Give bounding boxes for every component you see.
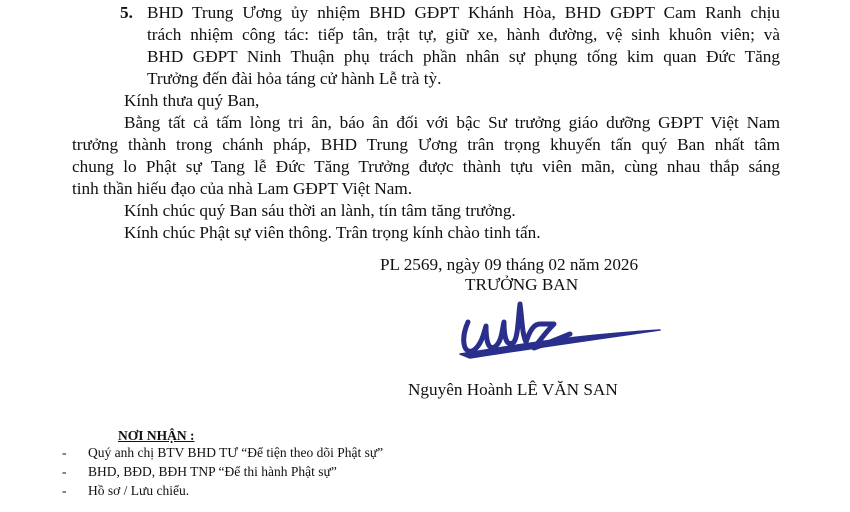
item5-line-4: Trưởng đến đài hỏa táng cử hành Lễ trà tỳ.	[147, 69, 442, 88]
handwritten-signature	[430, 290, 662, 368]
signature-date: PL 2569, ngày 09 tháng 02 năm 2026	[380, 255, 639, 274]
item-number: 5.	[120, 3, 133, 22]
recipient-item-3	[62, 482, 189, 500]
paragraph-line-3: chung lo Phật sự Tang lễ Đức Tăng Trưởng được thành tựu viên mãn, cùng nhau thắp sáng	[72, 157, 780, 176]
item5-line-1: BHD Trung Ương ủy nhiệm BHD GĐPT Khánh Hòa, BHD GĐPT Cam Ranh chịu	[147, 3, 780, 22]
paragraph-line-4: tinh thần hiếu đạo của nhà Lam GĐPT Việt Nam.	[72, 179, 413, 198]
signature-title: TRƯỞNG BAN	[465, 275, 579, 294]
recipient-text: Quý anh chị BTV BHD TƯ “Để tiện theo dõi Phật sự”	[88, 445, 384, 460]
list-dash: -	[62, 483, 67, 498]
item5-line-2: trách nhiệm công tác: tiếp tân, trật tự, giữ xe, hành đường, vệ sinh khuôn viên; và	[147, 25, 780, 44]
paragraph-line-1: Bằng tất cả tấm lòng tri ân, báo ân đối với bậc Sư trưởng giáo dưỡng GĐPT Việt Nam	[124, 113, 780, 132]
item5-line-3: BHD GĐPT Ninh Thuận phụ trách phần nhân sự phụng tống kim quan Đức Tăng	[147, 47, 780, 66]
recipients-title: NƠI NHẬN :	[118, 428, 195, 443]
wish-line-1: Kính chúc quý Ban sáu thời an lành, tín tâm tăng trưởng.	[124, 201, 516, 220]
wish-line-2: Kính chúc Phật sự viên thông. Trân trọng kính chào tinh tấn.	[124, 223, 541, 242]
signer-name: Nguyên Hoành LÊ VĂN SAN	[408, 380, 618, 399]
recipient-text: Hồ sơ / Lưu chiểu.	[88, 483, 190, 498]
paragraph-line-2: trưởng thành trong chánh pháp, BHD Trung Ương trân trọng khuyến tấn quý Ban nhất tâm	[72, 135, 780, 154]
list-dash: -	[62, 445, 67, 460]
greeting: Kính thưa quý Ban,	[124, 91, 260, 110]
recipient-item-1	[62, 444, 383, 462]
recipient-text: BHD, BĐD, BĐH TNP “Để thi hành Phật sự”	[88, 464, 337, 479]
recipient-item-2	[62, 463, 337, 481]
list-dash: -	[62, 464, 67, 479]
